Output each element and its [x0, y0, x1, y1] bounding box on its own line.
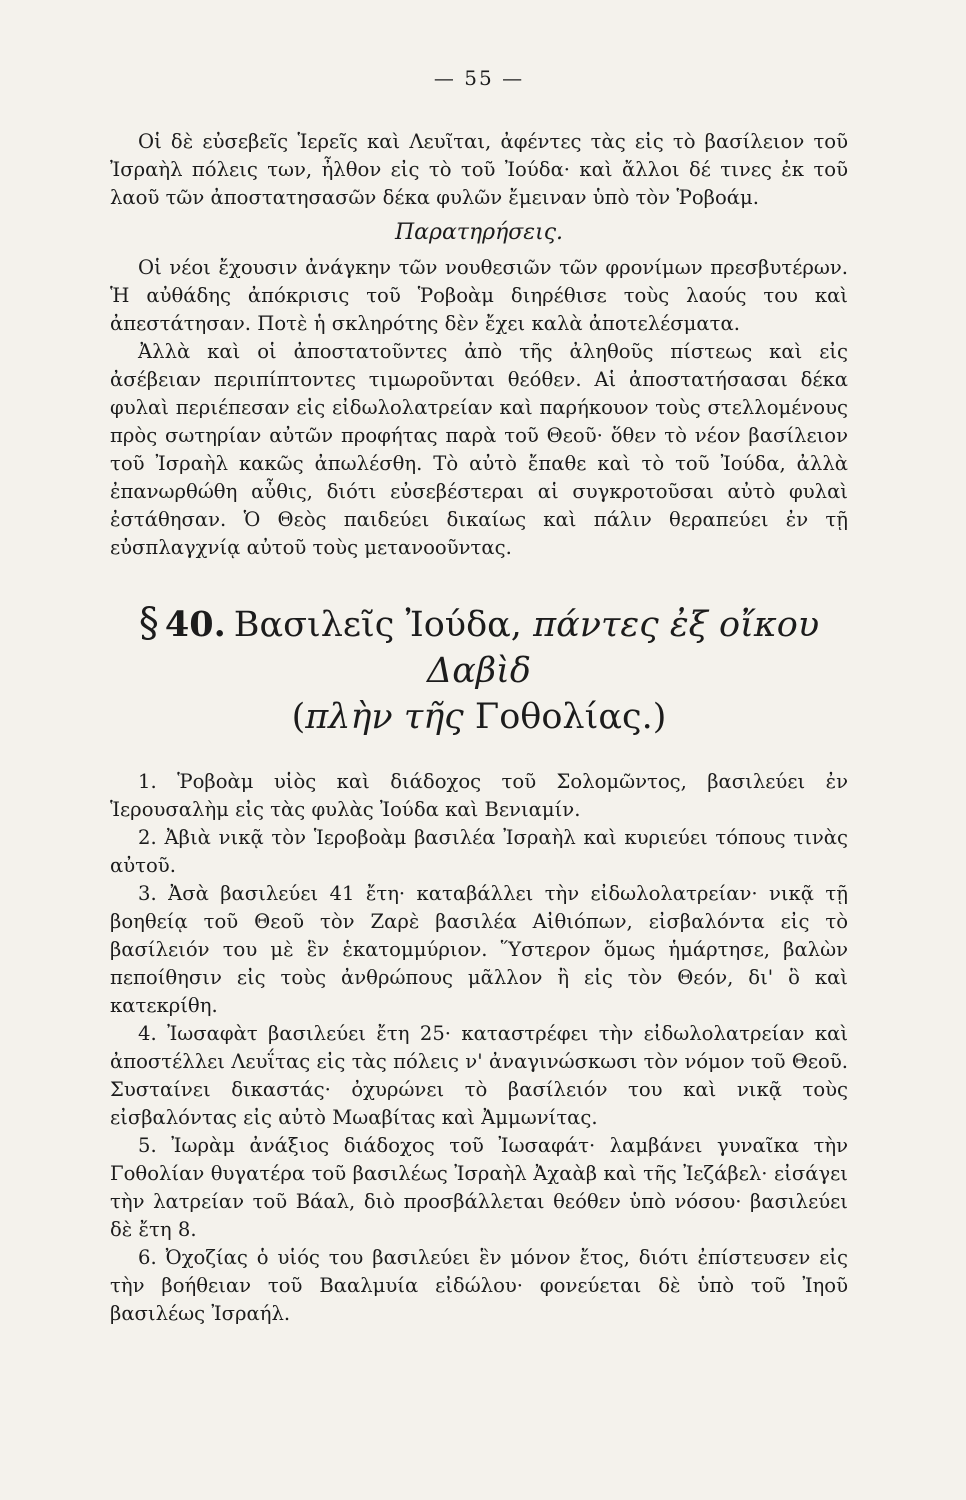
page-number: — 55 —	[433, 66, 525, 90]
list-item	[110, 1244, 848, 1328]
section-heading	[110, 600, 848, 740]
item-number: 2.	[138, 826, 157, 849]
intro-paragraph: Οἱ δὲ εὐσεβεῖς Ἱερεῖς καὶ Λευῖται, ἀφέντες τὰς εἰς τὸ βασίλειον τοῦ Ἰσραὴλ πόλεις των, ἦλθον εἰς τὸ τοῦ Ἰούδα· καὶ ἄλλοι δέ τινες ἐκ τοῦ λαοῦ τῶν ἀποστατησασῶν δέκα φυλῶν ἔμειναν ὑπὸ τὸν Ῥοβοάμ.	[110, 130, 848, 209]
item-text: Ὀχοζίας ὁ υἱός του βασιλεύει ἓν μόνον ἔτος, διότι ἐπίστευσεν εἰς τὴν βοήθειαν τοῦ Βααλμυία εἰδώλου· φονεύεται δὲ ὑπὸ τοῦ Ἰηοῦ βασιλέως Ἰσραήλ.	[110, 1246, 848, 1325]
list-item	[110, 1020, 848, 1132]
item-text: Ἀσὰ βασιλεύει 41 ἔτη· καταβάλλει τὴν εἰδωλολατρείαν· νικᾷ τῇ βοηθείᾳ τοῦ Θεοῦ τὸν Ζαρὲ βασιλέα Αἰθιόπων, εἰσβαλόντα εἰς τὸ βασίλειόν του μὲ ἓν ἑκατομμύριον. Ὕστερον ὅμως ἡμάρτησε, βαλὼν πεποίθησιν εἰς τοὺς ἀνθρώπους μᾶλλον ἢ εἰς τὸν Θεόν, δι' ὃ καὶ κατεκρίθη.	[110, 882, 848, 1017]
observations-title: Παρατηρήσεις.	[394, 220, 564, 245]
list-item	[110, 768, 848, 824]
section-subtitle-open: (	[291, 697, 306, 737]
item-text: Ἰωρὰμ ἀνάξιος διάδοχος τοῦ Ἰωσαφάτ· λαμβάνει γυναῖκα τὴν Γοθολίαν θυγατέρα τοῦ βασιλέως Ἰσραὴλ Ἀχαὰβ καὶ τῆς Ἰεζάβελ· εἰσάγει τὴν λατρείαν τοῦ Βάαλ, διὸ προσβάλλεται θεόθεν ὑπὸ νόσου· βασιλεύει δὲ ἔτη 8.	[110, 1134, 848, 1241]
observation-paragraph-2: Ἀλλὰ καὶ οἱ ἀποστατοῦντες ἀπὸ τῆς ἀληθοῦς πίστεως καὶ εἰς ἀσέβειαν περιπίπτοντες τιμωροῦνται θεόθεν. Αἱ ἀποστατήσασαι δέκα φυλαὶ περιέπεσαν εἰς εἰδωλολατρείαν καὶ παρήκουον τοὺς στελλομένους πρὸς σωτηρίαν αὐτῶν προφήτας παρὰ τοῦ Θεοῦ· ὅθεν τὸ νέον βασίλειον τοῦ Ἰσραὴλ κακῶς ἀπωλέσθη. Τὸ αὐτὸ ἔπαθε καὶ τὸ τοῦ Ἰούδα, ἀλλὰ ἐπανωρθώθη αὖθις, διότι εὐσεβέστεραι αἱ συγκροτοῦσαι αὐτὸ φυλαὶ ἐστάθησαν. Ὁ Θεὸς παιδεύει δικαίως καὶ πάλιν θεραπεύει ἐν τῇ εὐσπλαγχνίᾳ αὐτοῦ τοὺς μετανοοῦντας.	[110, 340, 848, 559]
item-number: 5.	[138, 1134, 157, 1157]
item-text: Ἀβιὰ νικᾷ τὸν Ἱεροβοὰμ βασιλέα Ἰσραὴλ καὶ κυριεύει τόπους τινὰς αὐτοῦ.	[110, 826, 848, 877]
item-number: 6.	[138, 1246, 157, 1269]
item-number: 1.	[138, 770, 157, 793]
section-title-italic: πάντες ἐξ οἴκου Δαβὶδ	[427, 605, 820, 691]
section-number: 40.	[164, 604, 226, 645]
list-item	[110, 1132, 848, 1244]
section-sign: §	[138, 600, 159, 646]
list-item	[110, 880, 848, 1020]
observation-paragraph-1: Οἱ νέοι ἔχουσιν ἀνάγκην τῶν νουθεσιῶν τῶν φρονίμων πρεσβυτέρων. Ἡ αὐθάδης ἀπόκρισις τοῦ Ῥοβοὰμ διηρέθισε τοὺς λαούς του καὶ ἀπεστάτησαν. Ποτὲ ἡ σκληρότης δὲν ἔχει καλὰ ἀποτελέσματα.	[110, 256, 848, 335]
list-item	[110, 824, 848, 880]
item-text: Ἰωσαφὰτ βασιλεύει ἔτη 25· καταστρέφει τὴν εἰδωλολατρείαν καὶ ἀποστέλλει Λευΐτας εἰς τὰς πόλεις ν' ἀναγινώσκωσι τὸν νόμον τοῦ Θεοῦ. Συσταίνει δικαστάς· ὀχυρώνει τὸ βασίλειόν του καὶ νικᾷ τοὺς εἰσβαλόντας εἰς αὐτὸ Μωαβίτας καὶ Ἀμμωνίτας.	[110, 1022, 848, 1129]
item-number: 4.	[138, 1022, 157, 1045]
section-subtitle-italic: πλὴν τῆς	[305, 697, 464, 737]
section-title-upright: Βασιλεῖς Ἰούδα,	[233, 605, 522, 645]
item-text: Ῥοβοὰμ υἱὸς καὶ διάδοχος τοῦ Σολομῶντος, βασιλεύει ἐν Ἱερουσαλὴμ εἰς τὰς φυλὰς Ἰούδα καὶ Βενιαμίν.	[110, 770, 848, 821]
section-subtitle-upright: Γοθολίας.)	[474, 697, 667, 737]
item-number: 3.	[138, 882, 157, 905]
